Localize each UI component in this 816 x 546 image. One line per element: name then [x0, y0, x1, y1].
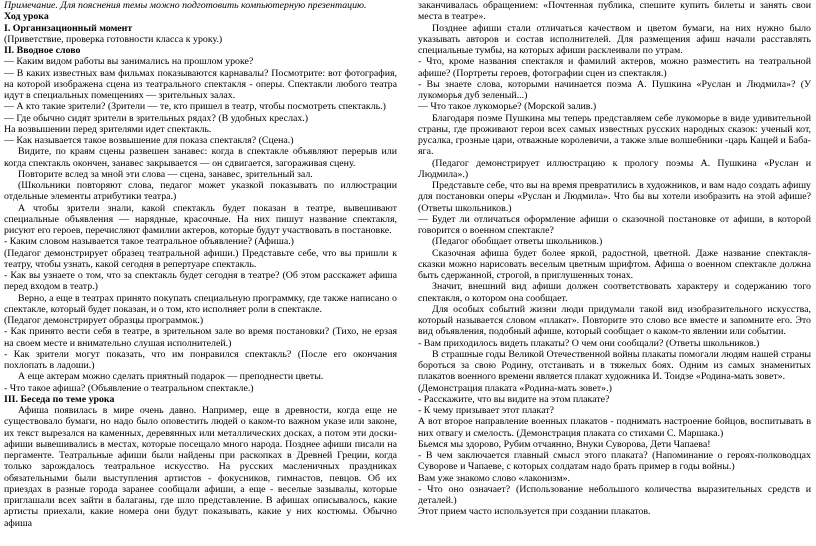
- paragraph: Сказочная афиша будет более яркой, радостной, цветной. Даже название спектакля-сказки можно нарисовать веселым цветным шрифтом. Афиша о военном спектакле должна быть сдержанной, строгой, в приглушенных тонах.: [418, 247, 811, 281]
- paragraph: Верно, а еще в театрах принято покупать специальную программку, где также написано о спектакле, который будет показан, и о том, кто исполняет роли в спектакле.: [4, 292, 397, 315]
- paragraph: (Демонстрация плаката «Родина-мать зовет».): [418, 382, 612, 394]
- paragraph: (Педагог обобщает ответы школьников.): [432, 236, 603, 248]
- paragraph: Значит, внешний вид афиши должен соответствовать характеру и содержанию того спектакля, о котором она сообщает.: [418, 281, 811, 304]
- paragraph: Представьте себе, что вы на время превратились в художников, и вам надо создать афишу для постановки оперы «Руслан и Людмила». Что бы вы хотели изобразить на этой афише? (Ответы школьников.): [418, 180, 811, 214]
- paragraph: В страшные годы Великой Отечественной войны плакаты помогали людям нашей страны бороться за свою Родину, отстаивать и в тяжелых боях. Одним из самых знаменитых плакатов военного времени является плакат художника И. Тоидзе «Родина-мать зовет».: [418, 348, 811, 383]
- paragraph: А чтобы зрители знали, какой спектакль будет показан в театре, вывешивают специальные объявления — нарядные, красочные. На них пишут название спектакля, рисуют его героев, перечисляют фамилии актеров, которые будут участвовать в постановке.: [4, 202, 397, 236]
- paragraph: - Как принято вести себя в театре, в зрительном зале во время постановки? (Тихо, не ерзая на своем месте и внимательно слушая исполнителей.): [4, 326, 397, 349]
- paragraph: II. Вводное слово: [4, 45, 81, 56]
- paragraph: Примечание. Для пояснения темы можно подготовить компьютерную презентацию.: [4, 0, 367, 11]
- paragraph: (Приветствие, проверка готовности класса к уроку.): [4, 33, 223, 45]
- paragraph: - К чему призывает этот плакат?: [418, 405, 555, 416]
- paragraph: А еще актерам можно сделать приятный подарок — преподнести цветы.: [18, 371, 324, 383]
- paragraph: - Как вы узнаете о том, что за спектакль будет сегодня в театре? (Об этом расскажет афиша перед входом в театр.): [4, 270, 397, 293]
- paragraph: - Что оно означает? (Использование небольшого количества выразительных средств и деталей.): [418, 483, 811, 506]
- paragraph: Ход урока: [4, 11, 49, 23]
- paragraph: — В каких известных вам фильмах показываются карнавалы? Посмотрите: вот фотография, на которой изображена сцена из театрального спектакля - оперы. Спектакли любого театра идут в специальных помещениях — зрительных залах.: [4, 67, 397, 101]
- paragraph: Для особых событий жизни люди придумали такой вид изобразительного искусства, который называется словом «плакат». Повторите это слово все вместе и запомните его. Это вид объявления, подобный афише, который сообщает о каком-то явлении или событии.: [418, 303, 811, 338]
- left-column: [4, 0, 397, 546]
- paragraph: - Каким словом называется такое театральное объявление? (Афиша.): [4, 236, 294, 248]
- paragraph: А вот второе направление военных плакатов - поднимать настроение бойцов, воспитывать в них отвагу и смелость. (Демонстрация плаката со стихами С. Маршака.): [418, 416, 811, 439]
- paragraph: заканчивалась обращением: «Почтенная публика, спешите купить билеты и занять свои места в театре».: [418, 0, 811, 23]
- paragraph: - Расскажите, что вы видите на этом плакате?: [418, 393, 610, 405]
- paragraph: III. Беседа по теме урока: [4, 393, 115, 405]
- paragraph: Видите, по краям сцены развешен занавес: когда в спектакле объявляют перерыв или когда спектакль окончен, занавес закрывается — он сдвигается, загораживая сцену.: [4, 146, 397, 169]
- paragraph: I. Организационный момент: [4, 22, 133, 34]
- paragraph: (Педагог демонстрирует образцы программок.): [4, 315, 204, 326]
- paragraph: (Педагог демонстрирует образец театральной афиши.) Представьте себе, что вы пришли к театру, чтобы узнать, какой сегодня в репертуаре спектакль.: [4, 247, 397, 270]
- paragraph: Благодаря поэме Пушкина мы теперь представляем себе лукоморье в виде удивительной страны, где проживают герои всех самых известных русских народных сказок: ученый кот, русалка, грозные цари, отважные королевичи, а также злые волшебники -царь Кащей и Баба-яга.: [418, 112, 811, 158]
- paragraph: — Каким видом работы вы занимались на прошлом уроке?: [4, 56, 254, 68]
- paragraph: - Вам приходилось видеть плакаты? О чем они сообщали? (Ответы школьников.): [418, 337, 760, 349]
- paragraph: Повторите вслед за мной эти слова — сцена, занавес, зрительный зал.: [18, 168, 313, 180]
- paragraph: Афиша появилась в мире очень давно. Например, еще в древности, когда еще не существовало бумаги, но надо было оповестить людей о каком-то важном указе или законе, их текст вырезался на каменных, деревянных или металлических досках, а потом эти доски-афиши вывешивались в местах, которые посещало много народа. Позднее афиши писали на пергаменте. Театральные афиши были найдены при раскопках в Древней Греции, когда только зарождалось театральное искусство. На русских масленичных праздниках обязательными были выступления артистов - фокусников, гимнастов, певцов. Об их приездах в разные города заранее сообщали афиши, а еще - веселые зазывалы, которые приглашали всех зайти в балаганы, где шло представление. В афишах описывалось, какие артисты приехали, какие номера они будут показывать, какие у них костюмы. Обычно афиша: [4, 405, 397, 529]
- paragraph: На возвышении перед зрителями идет спектакль.: [4, 123, 212, 135]
- paragraph: — А кто такие зрители? (Зрители — те, кто пришел в театр, чтобы посмотреть спектакль.): [4, 101, 386, 113]
- paragraph: — Как называется такое возвышение для показа спектакля? (Сцена.): [4, 135, 294, 146]
- paragraph: — Будет ли отличаться оформление афиши о сказочной постановке от афиши, в которой говорится о военном спектакле?: [418, 213, 811, 236]
- paragraph: (Педагог демонстрирует иллюстрацию к прологу поэмы А. Пушкина «Руслан и Людмила».): [418, 157, 811, 180]
- paragraph: - В чем заключается главный смысл этого плаката? (Напоминание о героях-полководцах Суворове и Чапаеве, с которых солдатам надо брать пример в годы войны.): [418, 450, 811, 473]
- paragraph: Этот прием часто используется при создании плакатов.: [418, 506, 651, 518]
- paragraph: - Что такое афиша? (Объявление о театральном спектакле.): [4, 382, 254, 394]
- paragraph: Позднее афиши стали отличаться качеством и цветом бумаги, на них нужно было указывать авторов и состав исполнителей. Для размещения афиш начали расставлять специальные тумбы, на которых афиши расклеивали по утрам.: [418, 22, 811, 56]
- paragraph: Бьемся мы здорово, Рубим отчаянно, Внуки Суворова, Дети Чапаева!: [418, 438, 711, 450]
- paragraph: Вам уже знакомо слово «лаконизм».: [418, 472, 571, 484]
- paragraph: — Что такое лукоморье? (Морской залив.): [418, 101, 597, 113]
- paragraph: - Что, кроме названия спектакля и фамилий актеров, можно разместить на театральной афише? (Портреты героев, фотографии сцен из спектакля.): [418, 56, 811, 79]
- paragraph: - Вы знаете слова, которыми начинается поэма А. Пушкина «Руслан и Людмила»? (У лукоморья дуб зеленый...): [418, 78, 811, 101]
- right-column: [418, 0, 811, 546]
- paragraph: - Как зрители могут показать, что им понравился спектакль? (После его окончания похлопать в ладоши.): [4, 348, 397, 371]
- paragraph: (Школьники повторяют слова, педагог может указкой показывать по иллюстрации отдельные элементы атрибутики театра.): [4, 180, 397, 203]
- paragraph: — Где обычно сидят зрители в зрительных рядах? (В удобных креслах.): [4, 112, 309, 124]
